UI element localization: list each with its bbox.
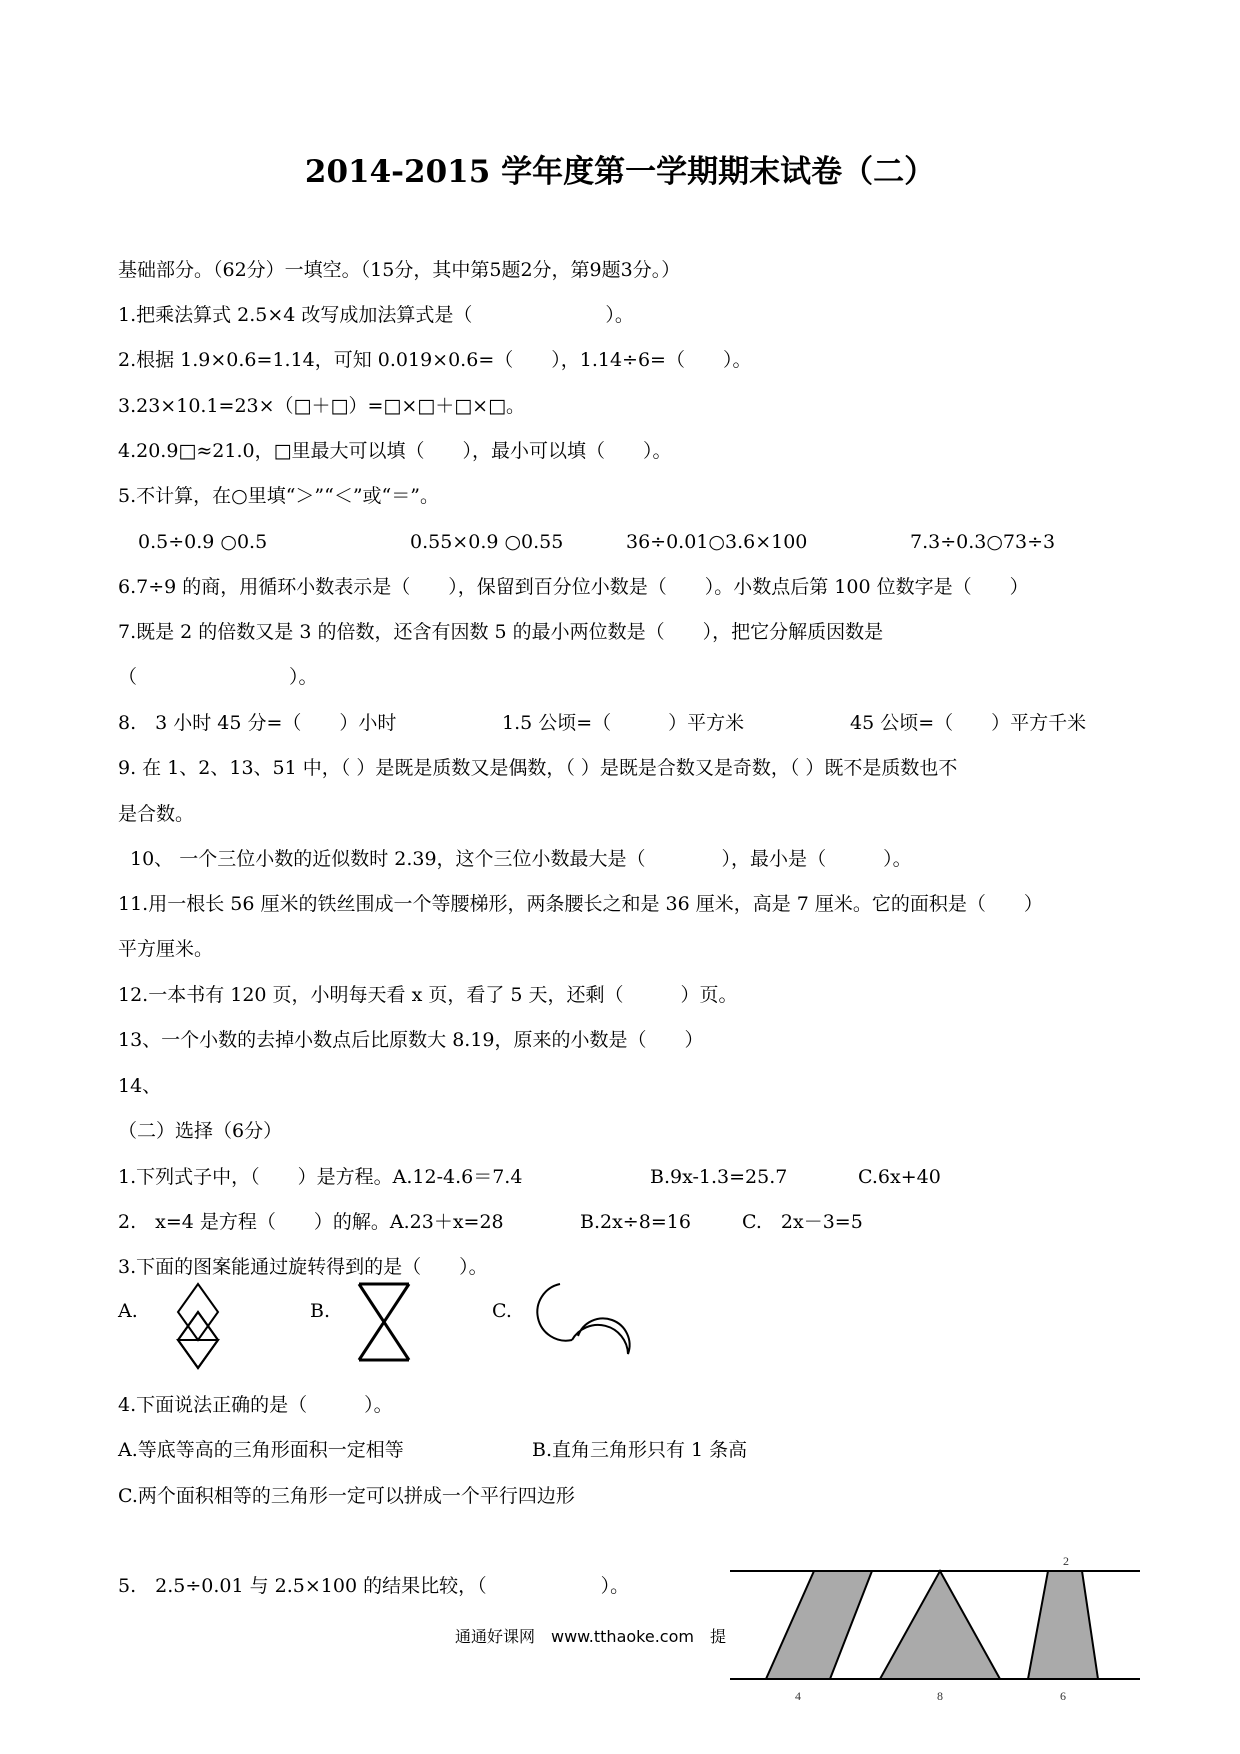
question-7: 7.既是 2 的倍数又是 3 的倍数，还含有因数 5 的最小两位数是（ ），把它分解质因数是 [118, 621, 884, 643]
question-1: 1.把乘法算式 2.5×4 改写成加法算式是（ ）。 [118, 304, 634, 326]
question-9-cont: 是合数。 [118, 803, 195, 825]
figure-label-bottom: 4 [795, 1689, 801, 1703]
option-a-label: A. [118, 1300, 138, 1322]
choice-q1-option-b: B.9x-1.3=25.7 [650, 1166, 788, 1188]
compare-item: 7.3÷0.3○73÷3 [910, 531, 1056, 553]
hourglass-figure [356, 1282, 412, 1362]
question-3: 3.23×10.1=23×（□＋□）=□×□＋□×□。 [118, 395, 526, 417]
section2-header: （二）选择（6分） [118, 1120, 283, 1142]
choice-q3: 3.下面的图案能通过旋转得到的是（ ）。 [118, 1256, 488, 1278]
question-7-cont: （ ）。 [118, 666, 318, 688]
choice-q4-option-c: C.两个面积相等的三角形一定可以拼成一个平行四边形 [118, 1485, 575, 1507]
question-8-item: 8. 3 小时 45 分=（ ）小时 [118, 712, 397, 734]
figure-label-bottom: 6 [1060, 1689, 1066, 1703]
choice-q4-option-a: A.等底等高的三角形面积一定相等 [118, 1439, 404, 1461]
question-10: 10、 一个三位小数的近似数时 2.39，这个三位小数最大是（ ），最小是（ ）。 [130, 848, 912, 870]
page-title: 2014-2015 学年度第一学期期末试卷（二） [304, 154, 936, 190]
compare-item: 0.5÷0.9 ○0.5 [138, 531, 268, 553]
question-12: 12.一本书有 120 页，小明每天看 x 页，看了 5 天，还剩（ ）页。 [118, 984, 738, 1006]
figure-label-top: 2 [1063, 1554, 1069, 1568]
footer-watermark: 通通好课网 www.tthaoke.com 提 [455, 1627, 726, 1646]
parallel-lines-shapes-figure [730, 1555, 1140, 1725]
choice-q1: 1.下列式子中，（ ）是方程。A.12-4.6＝7.4 [118, 1166, 523, 1188]
question-8-item: 1.5 公顷=（ ）平方米 [502, 712, 745, 734]
compare-item: 0.55×0.9 ○0.55 [410, 531, 564, 553]
diamond-pattern-figure [168, 1282, 228, 1382]
question-11: 11.用一根长 56 厘米的铁丝围成一个等腰梯形，两条腰长之和是 36 厘米，高是 7 厘米。它的面积是（ ） [118, 893, 1043, 915]
question-8-item: 45 公顷=（ ）平方千米 [850, 712, 1087, 734]
crescent-figure [520, 1278, 630, 1358]
question-2: 2.根据 1.9×0.6=1.14，可知 0.019×0.6=（ ），1.14÷6=（ ）。 [118, 349, 752, 371]
choice-q2: 2. x=4 是方程（ ）的解。A.23＋x=28 [118, 1211, 504, 1233]
question-6: 6.7÷9 的商，用循环小数表示是（ ），保留到百分位小数是（ ）。小数点后第 100 位数字是（ ） [118, 576, 1029, 598]
choice-q5: 5. 2.5÷0.01 与 2.5×100 的结果比较，（ ）。 [118, 1575, 630, 1597]
question-5: 5.不计算，在○里填“＞”“＜”或“＝”。 [118, 485, 439, 507]
question-9: 9. 在 1、2、13、51 中，（ ）是既是质数又是偶数，（ ）是既是合数又是奇数，（ ）既不是质数也不 [118, 757, 958, 779]
choice-q4: 4.下面说法正确的是（ ）。 [118, 1394, 393, 1416]
figure-label-bottom: 8 [937, 1689, 943, 1703]
choice-q1-option-c: C.6x+40 [858, 1166, 941, 1188]
choice-q2-option-c: C. 2x－3=5 [742, 1211, 863, 1233]
choice-q4-option-b: B.直角三角形只有 1 条高 [532, 1439, 748, 1461]
compare-item: 36÷0.01○3.6×100 [626, 531, 808, 553]
question-4: 4.20.9□≈21.0，□里最大可以填（ ），最小可以填（ ）。 [118, 440, 672, 462]
choice-q2-option-b: B.2x÷8=16 [580, 1211, 691, 1233]
question-14: 14、 [118, 1075, 162, 1097]
question-11-cont: 平方厘米。 [118, 938, 214, 960]
section1-header: 基础部分。（62分）一填空。（15分，其中第5题2分，第9题3分。） [118, 259, 681, 281]
option-b-label: B. [310, 1300, 331, 1322]
question-13: 13、一个小数的去掉小数点后比原数大 8.19，原来的小数是（ ） [118, 1029, 704, 1051]
option-c-label: C. [492, 1300, 512, 1322]
